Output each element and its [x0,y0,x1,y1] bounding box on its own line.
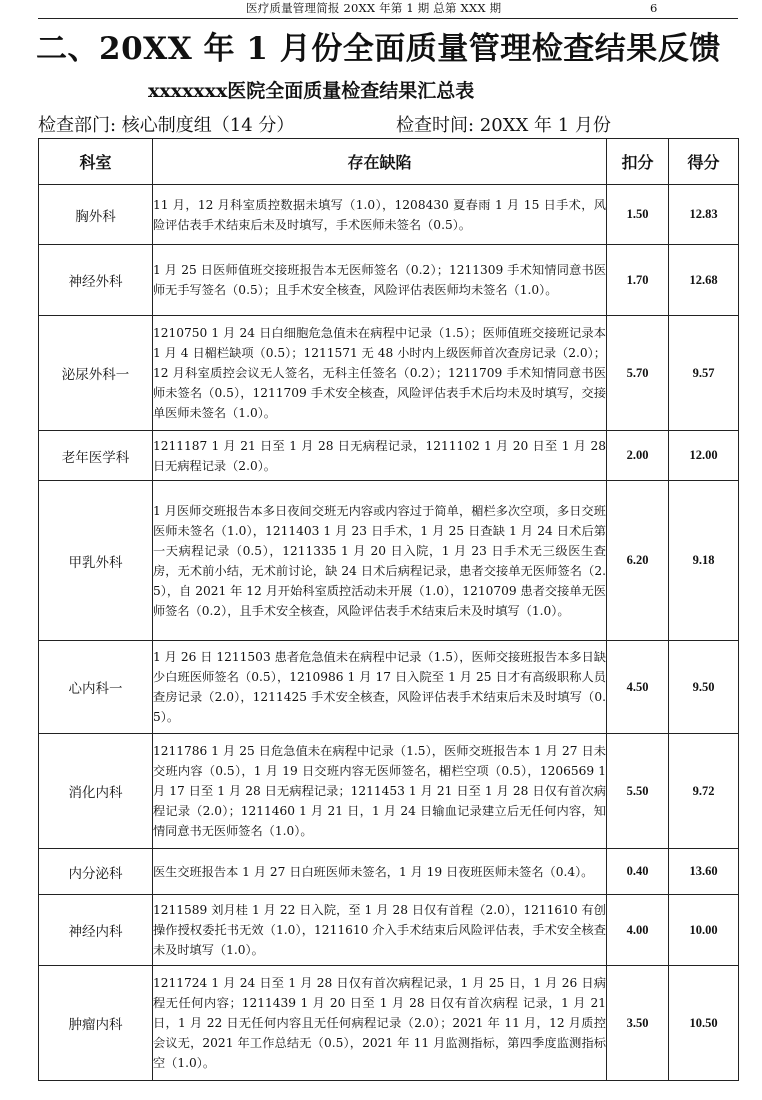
table-row [39,966,739,1081]
inspection-time: 检查时间: 20XX 年 1 月份 [396,115,611,136]
department-cell: 肿瘤内科 [39,966,153,1081]
section-title: 二、20XX 年 1 月份全面质量管理检查结果反馈 [36,31,721,67]
defects-cell: 11 月，12 月科室质控数据未填写（1.0），1208430 夏春雨 1 月 15 日手术，风险评估表手术结束后未及时填写，手术医师未签名（0.5）。 [153,185,607,245]
running-header-text: 医疗质量管理简报 20XX 年第 1 期 总第 XXX 期 [246,1,502,15]
defects-cell: 1211187 1 月 21 日至 1 月 28 日无病程记录，1211102 1 月 20 日至 1 月 28 日无病程记录（2.0）。 [153,431,607,481]
deduction-cell: 4.50 [607,641,669,734]
table-row [39,316,739,431]
department-cell: 心内科一 [39,641,153,734]
table-header-row [39,139,739,185]
defects-cell: 1211786 1 月 25 日危急值未在病程中记录（1.5），医师交班报告本 1 月 27 日未交班内容（0.5），1 月 19 日交班内容无医师签名，楣栏空项（0.5），1206569 1 月 17 日至 1 月 28 日无病程记录；1211453 1 月 21 日至 1 月 28 日仅有首次病程记录（2.0）；1211460 1 月 21 日，1 月 24 日输血记录建立后无任何内容，知情同意书无医师签名（1.0）。 [153,734,607,849]
score-cell: 9.18 [669,481,739,641]
inspection-department: 检查部门: 核心制度组（14 分） [38,115,295,136]
deduction-cell: 3.50 [607,966,669,1081]
defects-cell: 1210750 1 月 24 日白细胞危急值未在病程中记录（1.5）；医师值班交接班记录本 1 月 4 日楣栏缺项（0.5）；1211571 无 48 小时内上级医师首次查房记录（2.0）；12 月科室质控会议无人签名，无科主任签名（0.2）；1211709 手术知情同意书医师未签名（0.5），1211709 手术安全核查，风险评估表手术后均未及时填写，交接单医师未签名（1.0）。 [153,316,607,431]
score-cell: 9.72 [669,734,739,849]
table-row [39,734,739,849]
defects-cell: 1 月医师交班报告本多日夜间交班无内容或内容过于简单，楣栏多次空项，多日交班医师未签名（1.0），1211403 1 月 23 日手术，1 月 25 日查缺 1 月 24 日术后第一天病程记录（0.5），1211335 1 月 20 日入院，1 月 23 日手术无三级医生查房，无术前小结，无术前讨论，缺 24 日术后病程记录，患者交接单无医师签名（2.5），自 2021 年 12 月开始科室质控活动未开展（1.0），1210709 患者交接单无医师签名（0.2），且手术安全核查，风险评估表手术结束后未及时填写（1.0）。 [153,481,607,641]
table-row [39,185,739,245]
score-cell: 10.00 [669,895,739,966]
page-number: 6 [650,1,658,15]
defects-cell: 1 月 26 日 1211503 患者危急值未在病程中记录（1.5），医师交接班报告本多日缺少白班医师签名（0.5），1210986 1 月 17 日入院至 1 月 25 日才有高级职称人员查房记录（2.0），1211425 手术安全核查，风险评估表手术结束后未及时填写（0.5）。 [153,641,607,734]
department-cell: 消化内科 [39,734,153,849]
defects-cell: 医生交班报告本 1 月 27 日白班医师未签名，1 月 19 日夜班医师未签名（0.4）。 [153,849,607,895]
deduction-cell: 2.00 [607,431,669,481]
deduction-cell: 0.40 [607,849,669,895]
deduction-cell: 6.20 [607,481,669,641]
defects-cell: 1 月 25 日医师值班交接班报告本无医师签名（0.2）；1211309 手术知情同意书医师无手写签名（0.5）；且手术安全核查，风险评估表医师均未签名（1.0）。 [153,245,607,316]
deduction-cell: 1.50 [607,185,669,245]
table-row [39,641,739,734]
results-table [38,138,739,1081]
column-header-department: 科室 [39,139,153,185]
table-row [39,481,739,641]
score-cell: 12.00 [669,431,739,481]
department-cell: 老年医学科 [39,431,153,481]
table-row [39,431,739,481]
score-cell: 12.83 [669,185,739,245]
defects-cell: 1211589 刘月桂 1 月 22 日入院，至 1 月 28 日仅有首程（2.0），1211610 有创操作授权委托书无效（1.0），1211610 介入手术结束后风险评估表，手术安全核查未及时填写（1.0）。 [153,895,607,966]
deduction-cell: 5.50 [607,734,669,849]
column-header-deduction: 扣分 [607,139,669,185]
column-header-defects: 存在缺陷 [153,139,607,185]
table-row [39,895,739,966]
score-cell: 9.50 [669,641,739,734]
deduction-cell: 1.70 [607,245,669,316]
department-cell: 泌尿外科一 [39,316,153,431]
score-cell: 10.50 [669,966,739,1081]
running-header [38,0,738,19]
department-cell: 甲乳外科 [39,481,153,641]
department-cell: 胸外科 [39,185,153,245]
score-cell: 12.68 [669,245,739,316]
department-cell: 神经内科 [39,895,153,966]
score-cell: 9.57 [669,316,739,431]
column-header-score: 得分 [669,139,739,185]
defects-cell: 1211724 1 月 24 日至 1 月 28 日仅有首次病程记录，1 月 25 日，1 月 26 日病程无任何内容；1211439 1 月 20 日至 1 月 28 日仅有首次病程 记录，1 月 21 日，1 月 22 日无任何内容且无任何病程记录（2.0）；2021 年 11 月，12 月质控会议无，2021 年工作总结无（0.5），2021 年 11 月监测指标，第四季度监测指标空（1.0）。 [153,966,607,1081]
score-cell: 13.60 [669,849,739,895]
table-row [39,245,739,316]
table-row [39,849,739,895]
table-title: xxxxxxx医院全面质量检查结果汇总表 [148,80,475,102]
deduction-cell: 5.70 [607,316,669,431]
department-cell: 内分泌科 [39,849,153,895]
deduction-cell: 4.00 [607,895,669,966]
department-cell: 神经外科 [39,245,153,316]
